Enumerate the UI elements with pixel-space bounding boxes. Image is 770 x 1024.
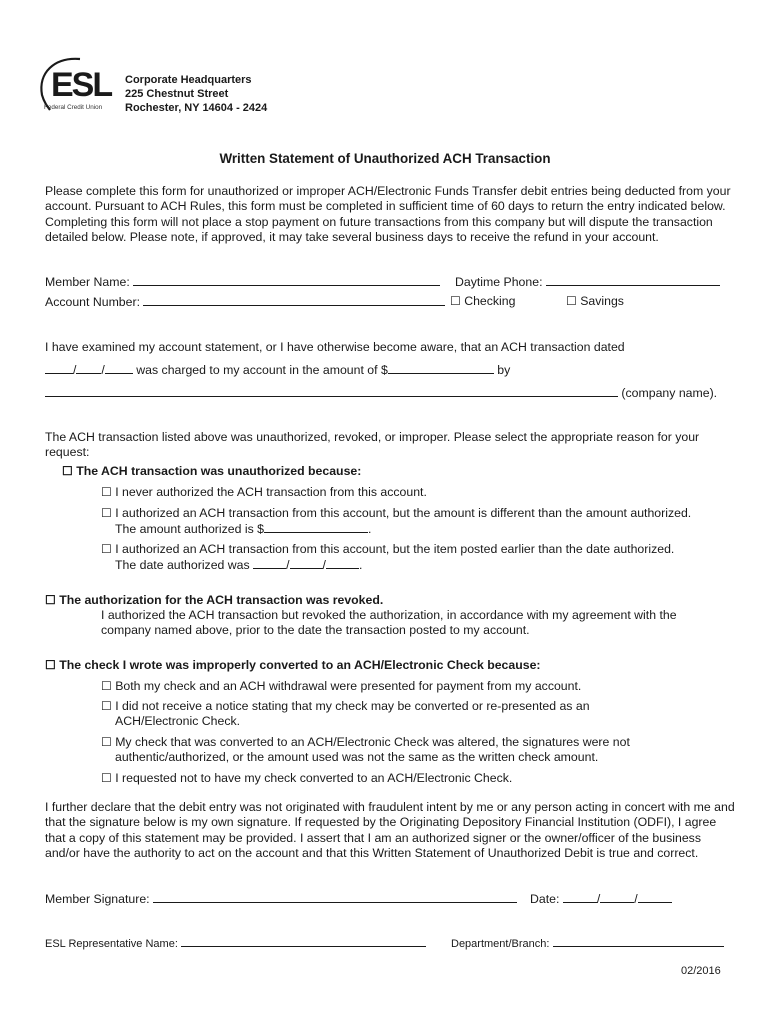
- member-signature-label: Member Signature:: [45, 892, 150, 906]
- amount-different-checkbox[interactable]: ☐: [101, 506, 112, 520]
- revoked-checkbox[interactable]: ☐: [45, 593, 56, 607]
- revoked-line-2: company named above, prior to the date the transaction posted to my account.: [101, 623, 530, 637]
- esl-rep-label: ESL Representative Name:: [45, 938, 178, 950]
- amount-authorized-field[interactable]: [264, 521, 368, 533]
- department-field[interactable]: [553, 935, 724, 947]
- daytime-phone-row: [455, 274, 720, 291]
- charged-text: was charged to my account in the amount of $: [136, 363, 388, 377]
- never-authorized-checkbox[interactable]: ☐: [101, 485, 112, 499]
- company-name-row: [45, 385, 717, 402]
- transaction-day-field[interactable]: [76, 362, 101, 374]
- signature-date-year-field[interactable]: [638, 891, 672, 903]
- section-converted-heading[interactable]: ☐ The check I wrote was improperly converted to an ACH/Electronic Check because:: [45, 658, 541, 672]
- unauthorized-option-1[interactable]: ☐ I never authorized the ACH transaction from this account.: [101, 485, 427, 499]
- checking-label: Checking: [464, 294, 516, 308]
- savings-option[interactable]: [566, 294, 624, 310]
- requested-no-conversion-checkbox[interactable]: ☐: [101, 771, 112, 785]
- department-label: Department/Branch:: [451, 938, 550, 950]
- converted-option-2[interactable]: ☐ I did not receive a notice stating that my check may be converted or re-presented as an: [101, 699, 590, 713]
- form-title: Written Statement of Unauthorized ACH Transaction: [219, 151, 551, 166]
- member-name-row: [45, 274, 440, 291]
- converted-option-3-cont: authentic/authorized, or the amount used was not the same as the written check amount.: [115, 750, 599, 764]
- account-number-field[interactable]: [143, 294, 445, 306]
- checking-checkbox[interactable]: ☐: [450, 294, 461, 308]
- transaction-month-field[interactable]: [45, 362, 73, 374]
- corporate-address: [125, 73, 267, 115]
- intro-paragraph: Please complete this form for unauthorized or improper ACH/Electronic Funds Transfer debit entries being deducted from your account. Pursuant to ACH Rules, this form must be completed in sufficient time of 60 days to return the entry indicated below. Completing this form will not place a stop payment on future transactions from this company but will dispute the transaction detailed below. Please note, if approved, it may take several business days to receive the refund in your account.: [45, 184, 731, 244]
- date-authorized-month-field[interactable]: [253, 557, 286, 569]
- department-row: [451, 935, 724, 953]
- examined-line-2: / / was charged to my account in the amount of $ by: [45, 362, 510, 379]
- converted-option-1[interactable]: ☐ Both my check and an ACH withdrawal were presented for payment from my account.: [101, 679, 582, 693]
- daytime-phone-field[interactable]: [546, 274, 720, 286]
- both-presented-checkbox[interactable]: ☐: [101, 679, 112, 693]
- reason-intro: The ACH transaction listed above was unauthorized, revoked, or improper. Please select the appropriate reason for your request:: [45, 430, 700, 460]
- daytime-phone-label: Daytime Phone:: [455, 275, 543, 289]
- signature-date-month-field[interactable]: [563, 891, 597, 903]
- posted-earlier-checkbox[interactable]: ☐: [101, 542, 112, 556]
- esl-rep-row: [45, 935, 426, 953]
- converted-checkbox[interactable]: ☐: [45, 658, 56, 672]
- revision-date: 02/2016: [681, 965, 721, 977]
- member-name-label: Member Name:: [45, 275, 130, 289]
- logo-subtext: Federal Credit Union: [44, 104, 103, 111]
- amount-authorized-row: The amount authorized is $ .: [115, 522, 372, 536]
- account-number-label: Account Number:: [45, 295, 141, 309]
- address-line-2: 225 Chestnut Street: [125, 88, 229, 100]
- unauthorized-option-2[interactable]: ☐ I authorized an ACH transaction from this account, but the amount is different than the amount authorized.: [101, 506, 692, 520]
- address-line-3: Rochester, NY 14604 - 2424: [125, 102, 268, 114]
- unauthorized-option-3[interactable]: ☐ I authorized an ACH transaction from this account, but the item posted earlier than the date authorized.: [101, 542, 675, 556]
- by-text: by: [497, 363, 511, 377]
- signature-date-label: Date:: [530, 892, 560, 906]
- date-authorized-row: The date authorized was / / .: [115, 558, 363, 572]
- date-authorized-day-field[interactable]: [290, 557, 323, 569]
- esl-rep-field[interactable]: [181, 935, 426, 947]
- converted-option-4[interactable]: ☐ I requested not to have my check converted to an ACH/Electronic Check.: [101, 771, 513, 785]
- date-authorized-year-field[interactable]: [326, 557, 359, 569]
- savings-checkbox[interactable]: ☐: [566, 294, 577, 308]
- no-notice-checkbox[interactable]: ☐: [101, 699, 112, 713]
- checking-option[interactable]: [450, 294, 515, 310]
- revoked-line-1: I authorized the ACH transaction but revoked the authorization, in accordance with my agreement with the: [101, 608, 677, 622]
- savings-label: Savings: [580, 294, 624, 308]
- examined-line-1: I have examined my account statement, or I have otherwise become aware, that an ACH transaction dated: [45, 340, 625, 354]
- declaration-paragraph: I further declare that the debit entry was not originated with fraudulent intent by me or any person acting in concert with me and that the signature below is my own signature. If requested by the Originating Depository Financial Institution (ODFI), I agree that a copy of this statement may be provided. I assert that I am an authorized signer or the owner/officer of the business and/or have the authority to act on the account and that this Written Statement of Unauthorized Debit is true and correct.: [45, 800, 735, 860]
- check-altered-checkbox[interactable]: ☐: [101, 735, 112, 749]
- member-signature-field[interactable]: [153, 891, 517, 903]
- converted-option-3[interactable]: ☐ My check that was converted to an ACH/Electronic Check was altered, the signatures were not: [101, 735, 630, 749]
- member-signature-row: [45, 891, 517, 908]
- company-name-field[interactable]: [45, 385, 618, 397]
- converted-option-2-cont: ACH/Electronic Check.: [115, 714, 241, 728]
- signature-date-row: Date: / /: [530, 891, 672, 908]
- member-name-field[interactable]: [133, 274, 440, 286]
- charged-amount-field[interactable]: [388, 362, 494, 374]
- section-revoked-heading[interactable]: ☐ The authorization for the ACH transaction was revoked.: [45, 593, 384, 607]
- signature-date-day-field[interactable]: [600, 891, 634, 903]
- esl-logo: [36, 55, 114, 117]
- section-unauthorized-heading[interactable]: ☐ The ACH transaction was unauthorized because:: [62, 464, 362, 478]
- account-number-row: [45, 294, 445, 311]
- logo-wordmark: ESL: [51, 66, 112, 104]
- unauthorized-checkbox[interactable]: ☐: [62, 464, 73, 478]
- company-name-label: (company name).: [621, 386, 718, 400]
- transaction-year-field[interactable]: [105, 362, 133, 374]
- address-line-1: Corporate Headquarters: [125, 74, 252, 86]
